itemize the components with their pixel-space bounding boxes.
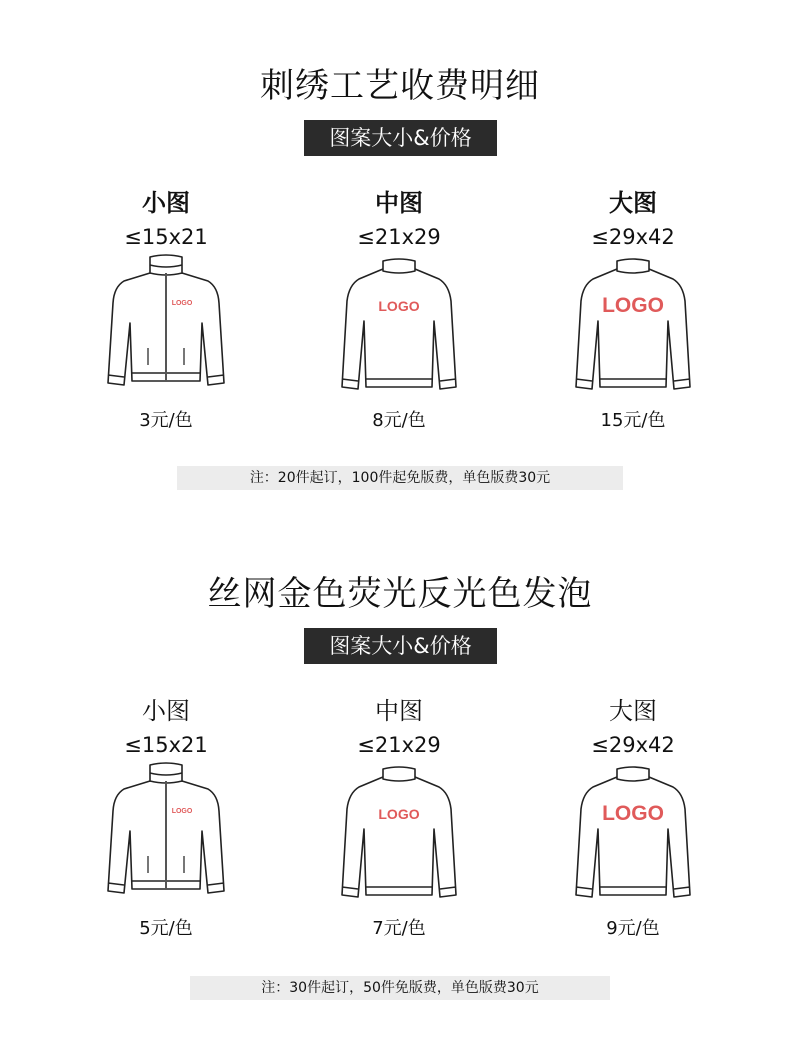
- dimension-text: ≤15x21: [124, 733, 208, 757]
- sweatshirt-icon: [571, 761, 695, 903]
- logo-mark: LOGO: [171, 300, 193, 307]
- price-text: 9元/色: [606, 918, 660, 939]
- sweatshirt-icon: [571, 253, 695, 395]
- size-label: 大图: [609, 189, 657, 217]
- logo-mark: LOGO: [602, 802, 664, 825]
- dimension-text: ≤15x21: [124, 225, 208, 249]
- size-label: 小图: [142, 697, 190, 725]
- price-text: 15元/色: [600, 410, 666, 431]
- section-title: 丝网金色荧光反光色发泡: [207, 574, 593, 614]
- order-note: 注：30件起订，50件免版费，单色版费30元: [190, 976, 610, 1000]
- zip-jacket-icon: [104, 761, 228, 903]
- size-label: 小图: [142, 189, 190, 217]
- size-label: 中图: [375, 189, 423, 217]
- dimension-text: ≤29x42: [591, 225, 675, 249]
- sweatshirt-icon: [337, 761, 461, 903]
- size-price-pill: 图案大小&价格: [304, 120, 497, 156]
- price-text: 7元/色: [372, 918, 426, 939]
- price-text: 3元/色: [139, 410, 193, 431]
- sweatshirt-icon: [337, 253, 461, 395]
- logo-mark: LOGO: [602, 294, 664, 317]
- size-label: 大图: [609, 697, 657, 725]
- size-price-pill: 图案大小&价格: [304, 628, 497, 664]
- logo-mark: LOGO: [378, 298, 420, 314]
- order-note: 注：20件起订，100件起免版费，单色版费30元: [177, 466, 623, 490]
- size-label: 中图: [375, 697, 423, 725]
- dimension-text: ≤21x29: [357, 225, 441, 249]
- price-text: 5元/色: [139, 918, 193, 939]
- dimension-text: ≤21x29: [357, 733, 441, 757]
- zip-jacket-icon: [104, 253, 228, 395]
- dimension-text: ≤29x42: [591, 733, 675, 757]
- section-title: 刺绣工艺收费明细: [260, 66, 540, 106]
- logo-mark: LOGO: [378, 806, 420, 822]
- logo-mark: LOGO: [171, 808, 193, 815]
- price-text: 8元/色: [372, 410, 426, 431]
